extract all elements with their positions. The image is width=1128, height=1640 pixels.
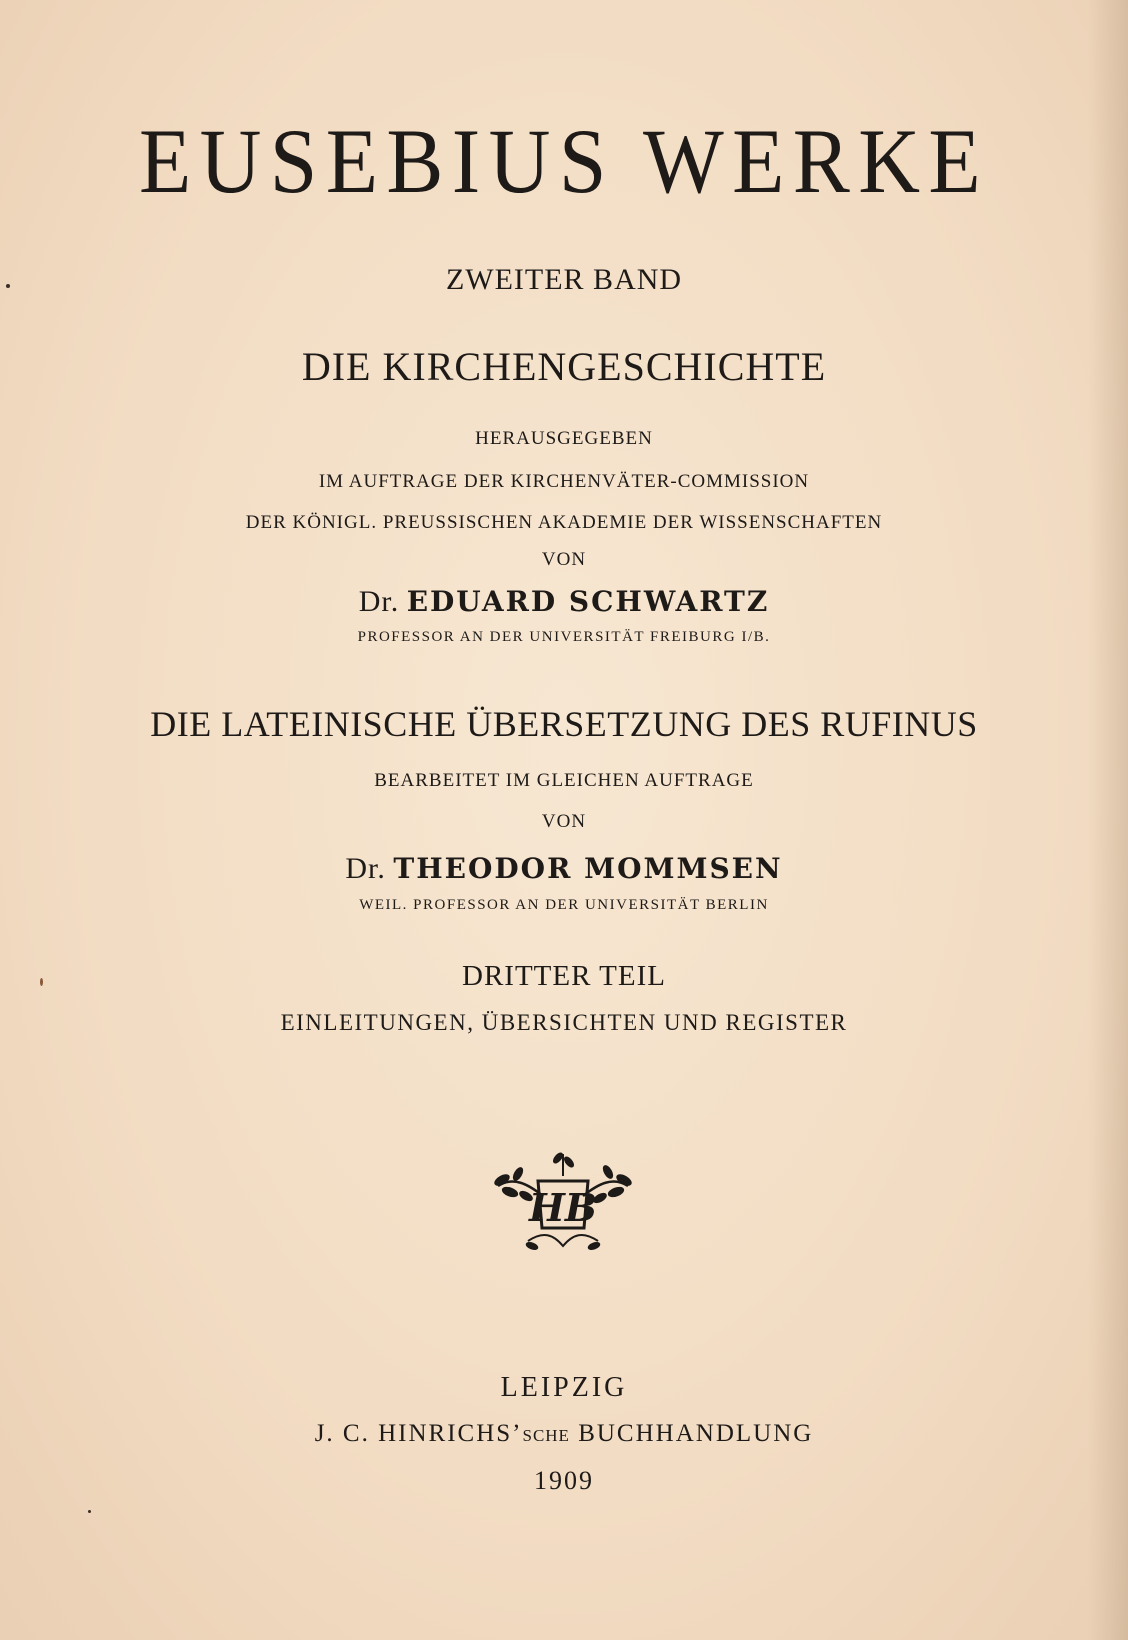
editor1-title: Dr. bbox=[358, 585, 400, 618]
editor1-name: EDUARD SCHWARTZ bbox=[406, 585, 770, 618]
latin-intro-line: BEARBEITET IM GLEICHEN AUFTRAGE bbox=[374, 770, 754, 791]
part-label: DRITTER TEIL bbox=[462, 960, 666, 992]
editor2-name: THEODOR MOMMSEN bbox=[393, 852, 783, 885]
publisher-name-suffix: SCHE bbox=[522, 1426, 570, 1445]
monogram-text: HB bbox=[528, 1185, 598, 1230]
book-title: EUSEBIUS WERKE bbox=[138, 110, 989, 212]
latin-translation-title: DIE LATEINISCHE ÜBERSETZUNG DES RUFINUS bbox=[150, 704, 978, 744]
paper-speck bbox=[6, 284, 10, 288]
publisher-monogram-icon bbox=[488, 1146, 638, 1256]
paper-speck bbox=[88, 1510, 91, 1513]
paper-speck bbox=[40, 978, 43, 986]
editor2-name-line bbox=[0, 852, 1128, 886]
imprint-place: LEIPZIG bbox=[500, 1372, 628, 1403]
imprint-publisher bbox=[0, 1420, 1128, 1448]
publisher-name-part2: BUCHHANDLUNG bbox=[569, 1420, 814, 1447]
work-title: DIE KIRCHENGESCHICHTE bbox=[301, 344, 827, 389]
publisher-name-part1: J. C. HINRICHS’ bbox=[314, 1420, 523, 1447]
editor1-name-line bbox=[0, 585, 1128, 619]
volume-label: ZWEITER BAND bbox=[445, 263, 683, 296]
part-subtitle: EINLEITUNGEN, ÜBERSICHTEN UND REGISTER bbox=[280, 1010, 848, 1035]
editor-intro-line-3: DER KÖNIGL. PREUSSISCHEN AKADEMIE DER WISSENSCHAFTEN bbox=[245, 512, 883, 533]
editor-intro-line-1: HERAUSGEGEBEN bbox=[475, 428, 653, 449]
editor-intro-line-2: IM AUFTRAGE DER KIRCHENVÄTER-COMMISSION bbox=[318, 471, 810, 492]
imprint-year: 1909 bbox=[534, 1466, 594, 1495]
editor1-affiliation: PROFESSOR AN DER UNIVERSITÄT FREIBURG I/B. bbox=[357, 629, 771, 645]
editor2-title: Dr. bbox=[345, 852, 386, 885]
editor2-affiliation: WEIL. PROFESSOR AN DER UNIVERSITÄT BERLIN bbox=[359, 897, 769, 913]
editor-intro-von: VON bbox=[541, 549, 587, 570]
latin-intro-von: VON bbox=[541, 811, 587, 832]
